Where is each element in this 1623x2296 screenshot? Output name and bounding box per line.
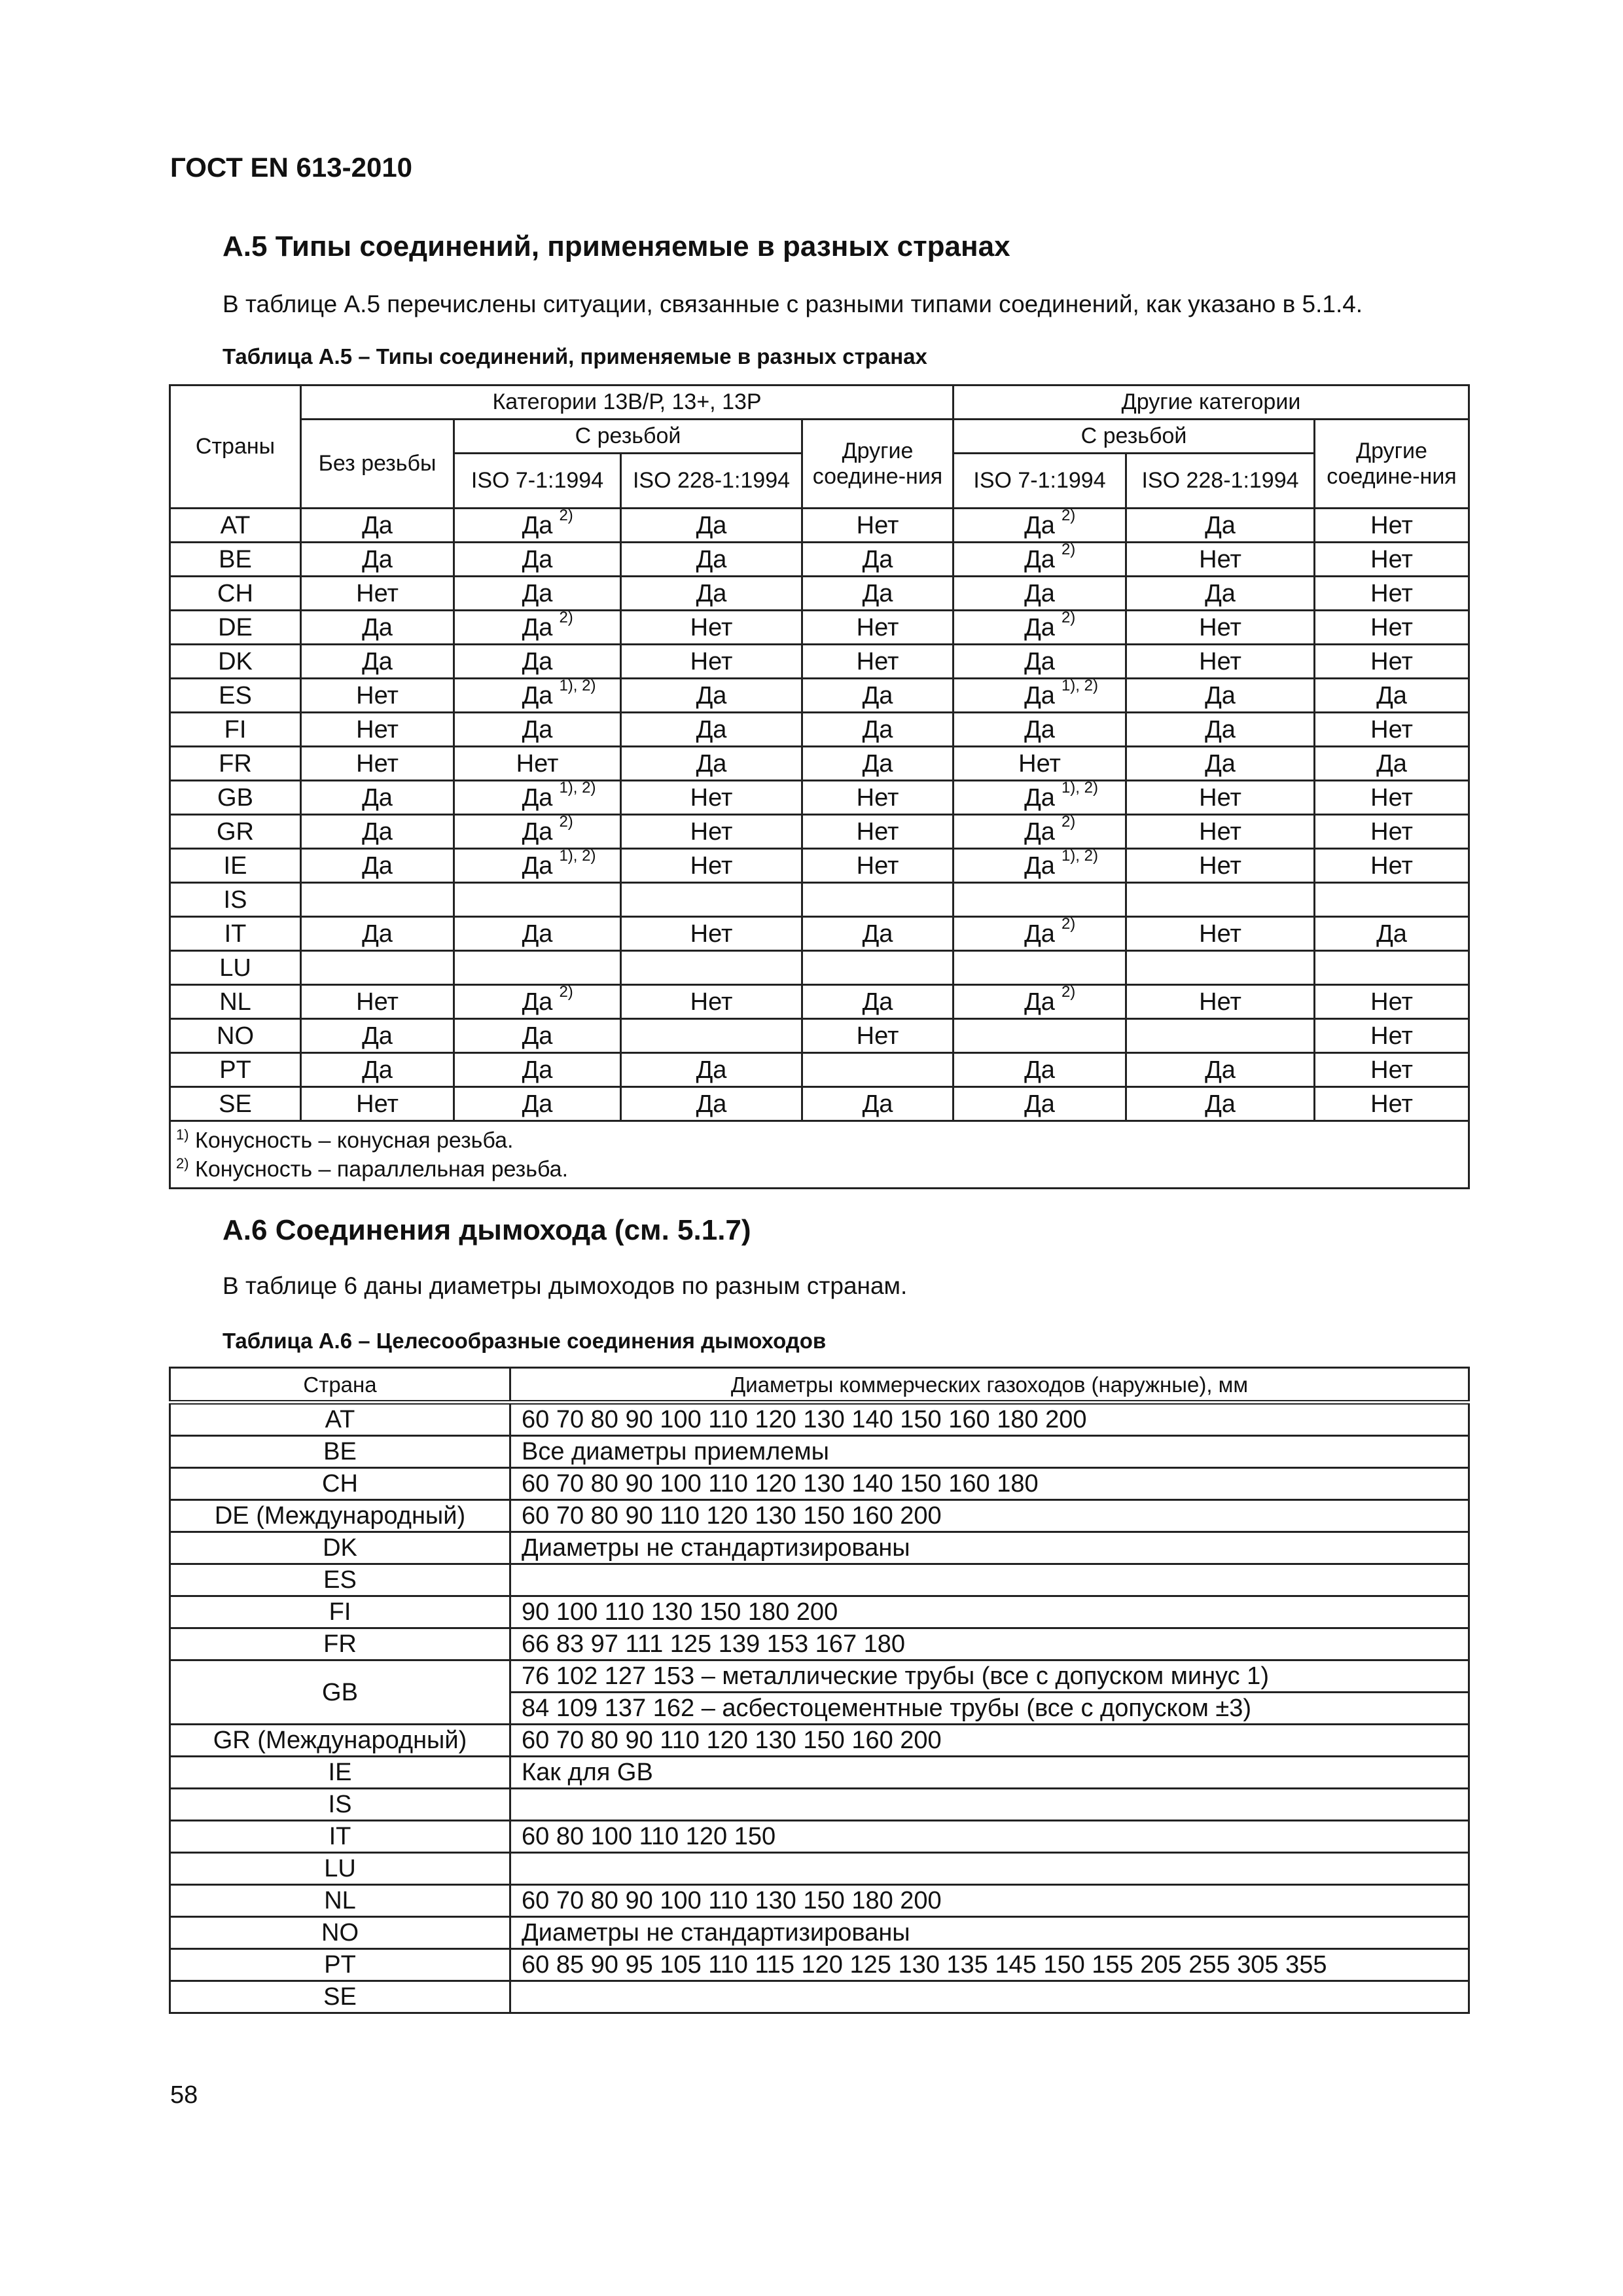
table-cell: Да 2): [454, 815, 621, 849]
table-cell: Да 1), 2): [454, 781, 621, 815]
table-cell: Да: [301, 917, 454, 951]
table-cell: Да 2): [954, 509, 1126, 543]
table-cell: Да: [301, 781, 454, 815]
table-cell: [1126, 1019, 1315, 1053]
row-diameters: 76 102 127 153 – металлические трубы (все с допуском минус 1): [510, 1660, 1469, 1693]
table-row: [170, 1053, 1469, 1087]
table-cell: Да 2): [454, 509, 621, 543]
row-country: AT: [170, 1403, 510, 1436]
table-cell: Нет: [1315, 1019, 1469, 1053]
row-country: GR (Международный): [170, 1725, 510, 1757]
table-cell: [454, 883, 621, 917]
table-row: [170, 1981, 1469, 2013]
table-cell: Нет: [1126, 611, 1315, 645]
table-cell: [954, 1019, 1126, 1053]
header-countries: Страны: [170, 386, 301, 509]
table-cell: Да: [1126, 1087, 1315, 1121]
table-cell: [1315, 951, 1469, 985]
footnote-ref: 1), 2): [559, 778, 596, 797]
table-cell: [1126, 951, 1315, 985]
table-cell: Да 1), 2): [454, 849, 621, 883]
table-cell: Да: [954, 577, 1126, 611]
table-row: [170, 1885, 1469, 1917]
table-cell: Нет: [1315, 1053, 1469, 1087]
table-cell: Нет: [1315, 985, 1469, 1019]
table-cell: [621, 1019, 802, 1053]
row-country: IS: [170, 1789, 510, 1821]
table-cell: Да: [301, 543, 454, 577]
table-cell: Нет: [621, 645, 802, 679]
table-cell: Нет: [802, 781, 954, 815]
table-cell: Да: [1126, 679, 1315, 713]
table-cell: Нет: [301, 985, 454, 1019]
table-row: [170, 645, 1469, 679]
table-cell: Да: [454, 917, 621, 951]
row-country: DK: [170, 645, 301, 679]
row-diameters: Диаметры не стандартизированы: [510, 1917, 1469, 1949]
table-cell: Да: [621, 1053, 802, 1087]
table-cell: Нет: [954, 747, 1126, 781]
table-cell: Да: [954, 713, 1126, 747]
table-cell: Да: [1315, 917, 1469, 951]
row-diameters: 60 70 80 90 100 110 120 130 140 150 160 180: [510, 1468, 1469, 1500]
table-row: [170, 1853, 1469, 1885]
section-a5-text: В таблице А.5 перечислены ситуации, связанные с разными типами соединений, как указано в 5.1.4.: [223, 291, 1363, 317]
table-row: [170, 1725, 1469, 1757]
table-cell: Нет: [802, 509, 954, 543]
table-cell: Да 2): [954, 543, 1126, 577]
row-country: PT: [170, 1949, 510, 1981]
footnote-ref: 2): [559, 506, 573, 524]
table-row: [170, 1087, 1469, 1121]
table-cell: Да: [454, 543, 621, 577]
table-cell: Да: [1126, 577, 1315, 611]
table-cell: Да: [454, 1053, 621, 1087]
footnote-ref: 2): [1061, 608, 1076, 626]
row-country: NL: [170, 985, 301, 1019]
table-cell: Да: [802, 713, 954, 747]
table-cell: Да 1), 2): [454, 679, 621, 713]
table-cell: Да 2): [954, 815, 1126, 849]
section-a5-title: А.5 Типы соединений, применяемые в разных странах: [223, 230, 1010, 262]
table-cell: Нет: [1126, 645, 1315, 679]
table-row: [170, 985, 1469, 1019]
header-iso7: ISO 7-1:1994: [454, 454, 621, 509]
table-cell: [802, 883, 954, 917]
row-country: FR: [170, 1628, 510, 1660]
table-cell: Да: [1126, 747, 1315, 781]
table-row: [170, 1628, 1469, 1660]
table-cell: Да: [802, 1087, 954, 1121]
table-row: [170, 1436, 1469, 1468]
table-cell: Да: [454, 645, 621, 679]
header-with-thread-other: С резьбой: [954, 420, 1315, 454]
table-cell: Нет: [1315, 509, 1469, 543]
table-cell: Нет: [621, 917, 802, 951]
row-country: GB: [170, 781, 301, 815]
footnote-ref: 1), 2): [1061, 846, 1098, 865]
table-cell: Нет: [1126, 815, 1315, 849]
table-cell: Да: [301, 1053, 454, 1087]
table-cell: [802, 1053, 954, 1087]
table-row: [170, 951, 1469, 985]
header-other-connections: Другие соедине-ния: [802, 420, 954, 509]
table-cell: [802, 951, 954, 985]
table-row: [170, 1757, 1469, 1789]
table-cell: Да: [1126, 509, 1315, 543]
table-cell: Нет: [1126, 543, 1315, 577]
footnote-1: $^{1)}$ Конусность – конусная резьба.: [176, 1126, 514, 1153]
row-country: CH: [170, 577, 301, 611]
table-row: [170, 1789, 1469, 1821]
table-row: [170, 1532, 1469, 1564]
header-diameters: Диаметры коммерческих газоходов (наружные), мм: [510, 1368, 1469, 1403]
row-country: IE: [170, 1757, 510, 1789]
table-cell: Да 2): [954, 611, 1126, 645]
row-diameters: Диаметры не стандартизированы: [510, 1532, 1469, 1564]
row-country: IS: [170, 883, 301, 917]
table-row: [170, 1564, 1469, 1596]
table-cell: Да: [621, 1087, 802, 1121]
footnote-ref: 2): [1061, 540, 1076, 558]
row-country: NO: [170, 1019, 301, 1053]
table-cell: Да 2): [454, 985, 621, 1019]
table-row: [170, 849, 1469, 883]
row-country: GB: [170, 1660, 510, 1725]
table-row: [170, 815, 1469, 849]
table-cell: Нет: [802, 611, 954, 645]
row-country: AT: [170, 509, 301, 543]
row-country: SE: [170, 1981, 510, 2013]
table-cell: Нет: [1315, 611, 1469, 645]
table-cell: Нет: [621, 611, 802, 645]
table-cell: Да: [301, 849, 454, 883]
footnote-2: $^{2)}$ Конусность – параллельная резьба.: [176, 1155, 569, 1182]
footnote-ref: 1), 2): [1061, 676, 1098, 694]
row-diameters: 60 70 80 90 100 110 120 130 140 150 160 180 200: [510, 1403, 1469, 1436]
header-no-thread: Без резьбы: [301, 420, 454, 509]
table-cell: Да: [1315, 747, 1469, 781]
row-diameters: 84 109 137 162 – асбестоцементные трубы (все с допуском ±3): [510, 1693, 1469, 1725]
table-cell: Да: [954, 1087, 1126, 1121]
table-cell: Да: [301, 645, 454, 679]
section-a6-text: В таблице 6 даны диаметры дымоходов по разным странам.: [223, 1272, 908, 1299]
table-cell: [954, 883, 1126, 917]
table-row: [170, 713, 1469, 747]
table-cell: Да 2): [954, 985, 1126, 1019]
row-diameters: 60 70 80 90 100 110 130 150 180 200: [510, 1885, 1469, 1917]
table-cell: Да 1), 2): [954, 849, 1126, 883]
table-cell: Да 2): [454, 611, 621, 645]
table-row: [170, 781, 1469, 815]
footnote-ref: 1), 2): [559, 676, 596, 694]
table-cell: Нет: [1315, 1087, 1469, 1121]
table-row: [170, 611, 1469, 645]
table-cell: Нет: [1315, 815, 1469, 849]
footnote-ref: 2): [1061, 982, 1076, 1001]
footnote-ref: 2): [1061, 812, 1076, 831]
table-row: [170, 577, 1469, 611]
header-with-thread: С резьбой: [454, 420, 802, 454]
footnote-ref: 1), 2): [1061, 778, 1098, 797]
row-country: DE (Международный): [170, 1500, 510, 1532]
table-cell: [1126, 883, 1315, 917]
row-country: BE: [170, 1436, 510, 1468]
header-iso228-other: ISO 228-1:1994: [1126, 454, 1315, 509]
row-diameters: 60 70 80 90 110 120 130 150 160 200: [510, 1500, 1469, 1532]
table-cell: Нет: [301, 577, 454, 611]
table-a5: [169, 384, 1470, 1189]
table-row: [170, 1660, 1469, 1693]
table-cell: [1315, 883, 1469, 917]
row-diameters: 60 70 80 90 110 120 130 150 160 200: [510, 1725, 1469, 1757]
table-row: [170, 1019, 1469, 1053]
table-cell: Нет: [301, 713, 454, 747]
row-diameters: [510, 1981, 1469, 2013]
row-diameters: Все диаметры приемлемы: [510, 1436, 1469, 1468]
page-number: 58: [170, 2081, 198, 2109]
table-cell: [454, 951, 621, 985]
table-cell: Да: [954, 645, 1126, 679]
table-cell: Да: [454, 1087, 621, 1121]
table-cell: Нет: [1315, 849, 1469, 883]
row-country: IE: [170, 849, 301, 883]
table-cell: Да: [621, 747, 802, 781]
table-row: [170, 679, 1469, 713]
row-diameters: 66 83 97 111 125 139 153 167 180: [510, 1628, 1469, 1660]
table-cell: Да: [301, 611, 454, 645]
header-other-categories: Другие категории: [954, 386, 1469, 420]
row-diameters: 60 85 90 95 105 110 115 120 125 130 135 145 150 155 205 255 305 355: [510, 1949, 1469, 1981]
section-a6-title: А.6 Соединения дымохода (см. 5.1.7): [223, 1214, 751, 1246]
header-iso7-other: ISO 7-1:1994: [954, 454, 1126, 509]
row-country: LU: [170, 951, 301, 985]
footnote-ref: 2): [559, 982, 573, 1001]
table-cell: Нет: [1126, 781, 1315, 815]
row-country: FI: [170, 713, 301, 747]
table-cell: Да: [454, 1019, 621, 1053]
row-country: IT: [170, 917, 301, 951]
table-cell: Нет: [621, 985, 802, 1019]
table-row: [170, 1596, 1469, 1628]
table-row: [170, 1949, 1469, 1981]
table-cell: Нет: [621, 849, 802, 883]
table-cell: Да: [301, 815, 454, 849]
table-cell: Нет: [802, 815, 954, 849]
table-cell: Нет: [1126, 985, 1315, 1019]
row-country: ES: [170, 679, 301, 713]
table-cell: Нет: [301, 1087, 454, 1121]
row-country: PT: [170, 1053, 301, 1087]
row-country: SE: [170, 1087, 301, 1121]
table-cell: Да: [1126, 1053, 1315, 1087]
footnote-ref: 2): [1061, 914, 1076, 933]
row-diameters: [510, 1853, 1469, 1885]
table-cell: Нет: [1315, 781, 1469, 815]
header-other-connections-other: Другие соедине-ния: [1315, 420, 1469, 509]
table-cell: Нет: [802, 849, 954, 883]
table-cell: Да: [454, 713, 621, 747]
row-country: BE: [170, 543, 301, 577]
table-cell: Да: [621, 713, 802, 747]
table-cell: Да: [954, 1053, 1126, 1087]
header-iso228: ISO 228-1:1994: [621, 454, 802, 509]
row-country: DK: [170, 1532, 510, 1564]
table-cell: Нет: [1315, 543, 1469, 577]
table-row: [170, 1468, 1469, 1500]
table-cell: [301, 951, 454, 985]
table-cell: Нет: [802, 1019, 954, 1053]
row-country: IT: [170, 1821, 510, 1853]
table-a5-body: [170, 506, 1469, 1121]
row-diameters: 60 80 100 110 120 150: [510, 1821, 1469, 1853]
table-cell: Нет: [1315, 713, 1469, 747]
footnote-ref: 2): [559, 812, 573, 831]
row-diameters: [510, 1789, 1469, 1821]
table-cell: Нет: [1315, 645, 1469, 679]
table-cell: Да: [454, 577, 621, 611]
table-a6: [169, 1367, 1470, 2014]
table-cell: Да: [1315, 679, 1469, 713]
row-country: ES: [170, 1564, 510, 1596]
table-a5-caption: Таблица А.5 – Типы соединений, применяемые в разных странах: [223, 344, 927, 368]
row-country: LU: [170, 1853, 510, 1885]
row-country: FR: [170, 747, 301, 781]
table-cell: [954, 951, 1126, 985]
header-categories-13: Категории 13В/Р, 13+, 13Р: [301, 386, 954, 420]
table-row: [170, 1403, 1469, 1436]
row-country: CH: [170, 1468, 510, 1500]
table-cell: Да 1), 2): [954, 781, 1126, 815]
table-cell: Да: [802, 917, 954, 951]
table-row: [170, 1917, 1469, 1949]
table-a5-footnotes: [170, 1121, 1469, 1189]
table-row: [170, 747, 1469, 781]
table-cell: [301, 883, 454, 917]
table-cell: Да: [621, 679, 802, 713]
footnote-ref: 1), 2): [559, 846, 596, 865]
table-cell: Нет: [1315, 577, 1469, 611]
row-country: FI: [170, 1596, 510, 1628]
table-cell: Да: [301, 1019, 454, 1053]
table-cell: Нет: [1126, 849, 1315, 883]
table-cell: Да: [621, 543, 802, 577]
footnote-ref: 2): [1061, 506, 1076, 524]
table-cell: Да: [802, 543, 954, 577]
table-cell: Да: [621, 509, 802, 543]
table-cell: [621, 951, 802, 985]
table-row: [170, 509, 1469, 543]
row-country: GR: [170, 815, 301, 849]
table-cell: Да: [802, 577, 954, 611]
row-country: NL: [170, 1885, 510, 1917]
table-cell: Да: [802, 747, 954, 781]
table-cell: Нет: [621, 781, 802, 815]
table-cell: Нет: [454, 747, 621, 781]
table-row: [170, 883, 1469, 917]
table-cell: Да: [621, 577, 802, 611]
table-cell: Да: [1126, 713, 1315, 747]
table-row: [170, 543, 1469, 577]
table-row: [170, 1821, 1469, 1853]
row-country: DE: [170, 611, 301, 645]
row-diameters: Как для GB: [510, 1757, 1469, 1789]
table-row: [170, 917, 1469, 951]
table-row: [170, 1500, 1469, 1532]
table-cell: Да: [301, 509, 454, 543]
table-cell: Да 2): [954, 917, 1126, 951]
table-cell: Да: [802, 679, 954, 713]
table-cell: Да: [802, 985, 954, 1019]
table-cell: Нет: [301, 679, 454, 713]
table-cell: Нет: [301, 747, 454, 781]
table-a6-caption: Таблица А.6 – Целесообразные соединения дымоходов: [223, 1329, 827, 1353]
row-country: NO: [170, 1917, 510, 1949]
row-diameters: 90 100 110 130 150 180 200: [510, 1596, 1469, 1628]
table-cell: Нет: [1126, 917, 1315, 951]
table-cell: [621, 883, 802, 917]
table-cell: Нет: [621, 815, 802, 849]
table-cell: Нет: [802, 645, 954, 679]
row-diameters: [510, 1564, 1469, 1596]
footnote-ref: 2): [559, 608, 573, 626]
document-header: ГОСТ EN 613-2010: [170, 152, 413, 183]
header-country: Страна: [170, 1368, 510, 1403]
table-cell: Да 1), 2): [954, 679, 1126, 713]
